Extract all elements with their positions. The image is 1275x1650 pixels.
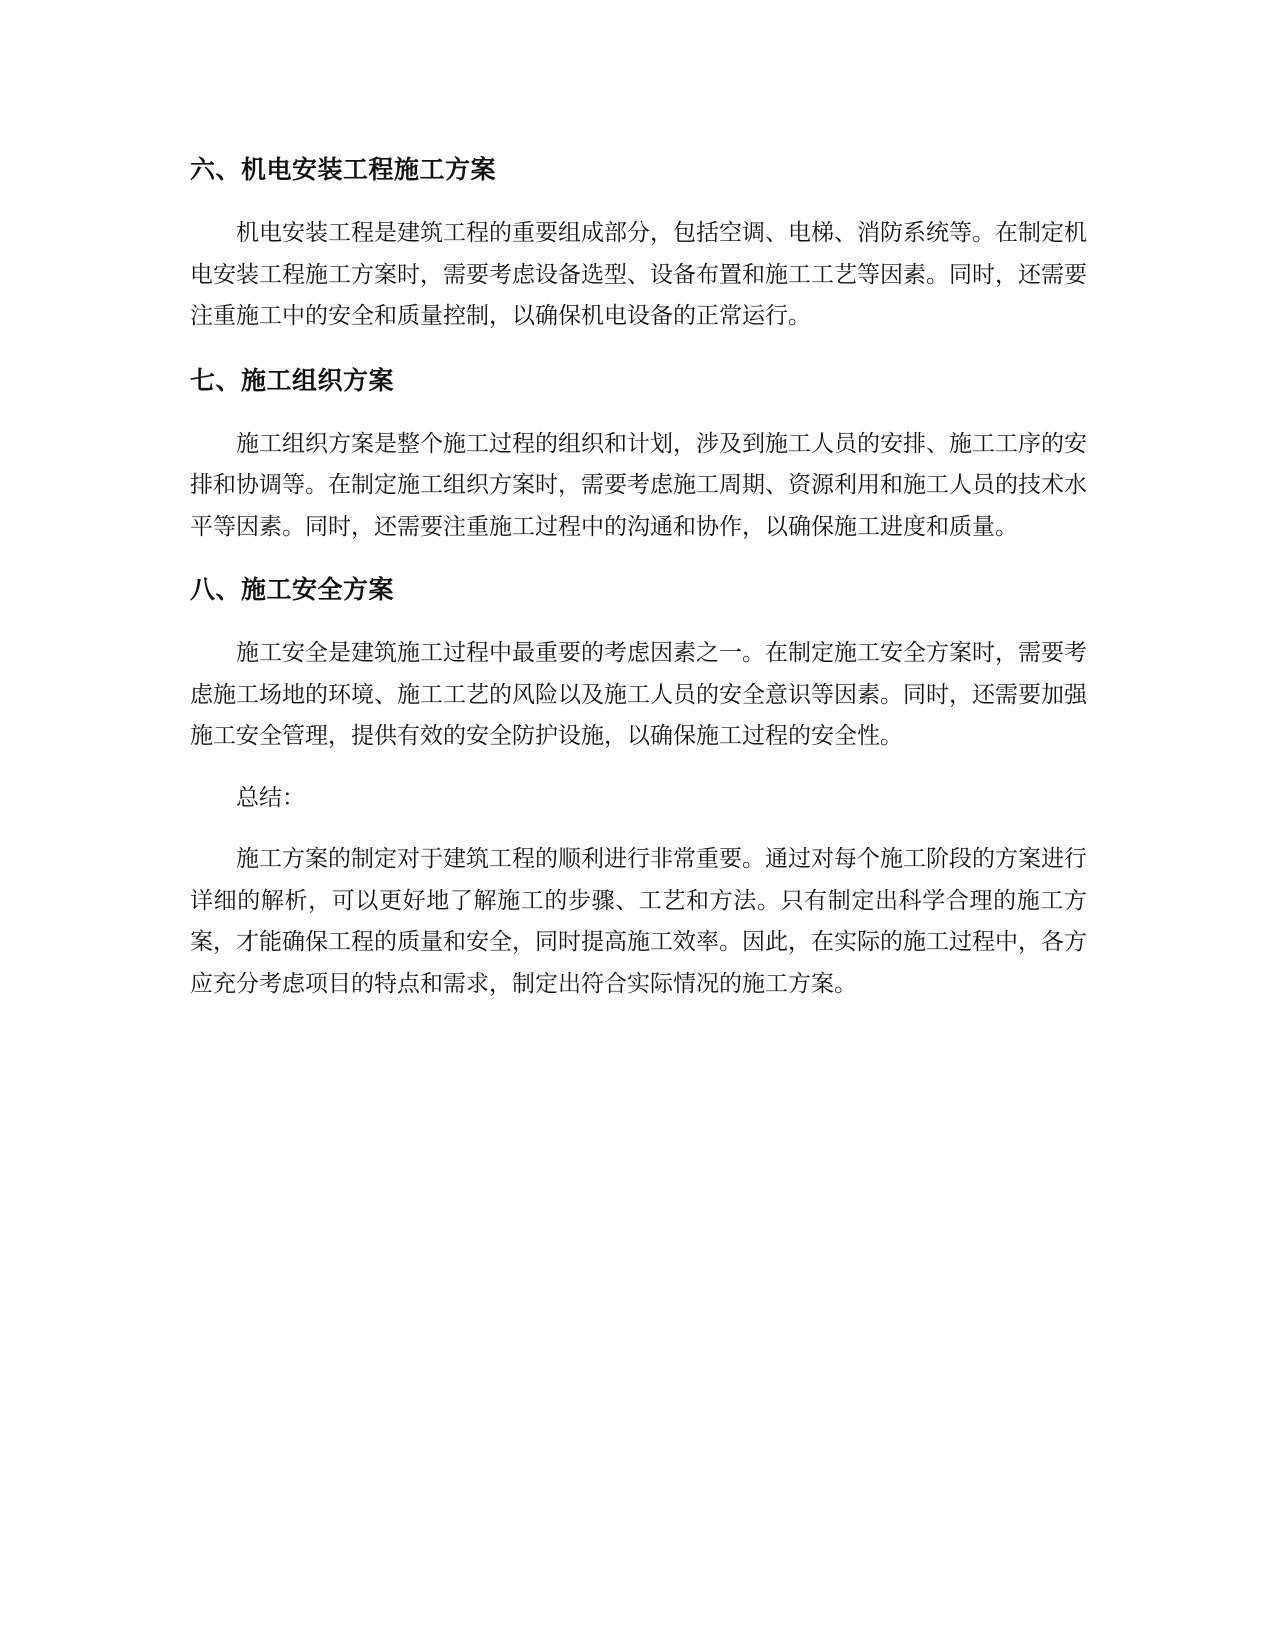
summary-body: 施工方案的制定对于建筑工程的顺利进行非常重要。通过对每个施工阶段的方案进行详细的解析，可以更好地了解施工的步骤、工艺和方法。只有制定出科学合理的施工方案，才能确保工程的质量和安全，同时提高施工效率。因此，在实际的施工过程中，各方应充分考虑项目的特点和需求，制定出符合实际情况的施工方案。 xyxy=(190,846,1087,997)
section-body-organization: 施工组织方案是整个施工过程的组织和计划，涉及到施工人员的安排、施工工序的安排和协调等。在制定施工组织方案时，需要考虑施工周期、资源利用和施工人员的技术水平等因素。同时，还需要注重施工过程中的沟通和协作，以确保施工进度和质量。 xyxy=(190,430,1087,540)
section-heading-organization: 七、施工组织方案 xyxy=(190,365,395,395)
section-body-electromechanical: 机电安装工程是建筑工程的重要组成部分，包括空调、电梯、消防系统等。在制定机电安装工程施工方案时，需要考虑设备选型、设备布置和施工工艺等因素。同时，还需要注重施工中的安全和质量控制，以确保机电设备的正常运行。 xyxy=(190,220,1087,329)
section-body-safety: 施工安全是建筑施工过程中最重要的考虑因素之一。在制定施工安全方案时，需要考虑施工场地的环境、施工工艺的风险以及施工人员的安全意识等因素。同时，还需要加强施工安全管理，提供有效的安全防护设施，以确保施工过程的安全性。 xyxy=(190,640,1087,749)
summary-label: 总结： xyxy=(236,784,305,811)
section-heading-electromechanical: 六、机电安装工程施工方案 xyxy=(190,155,497,184)
section-heading-safety: 八、施工安全方案 xyxy=(190,575,395,604)
document-content xyxy=(190,145,1087,1005)
